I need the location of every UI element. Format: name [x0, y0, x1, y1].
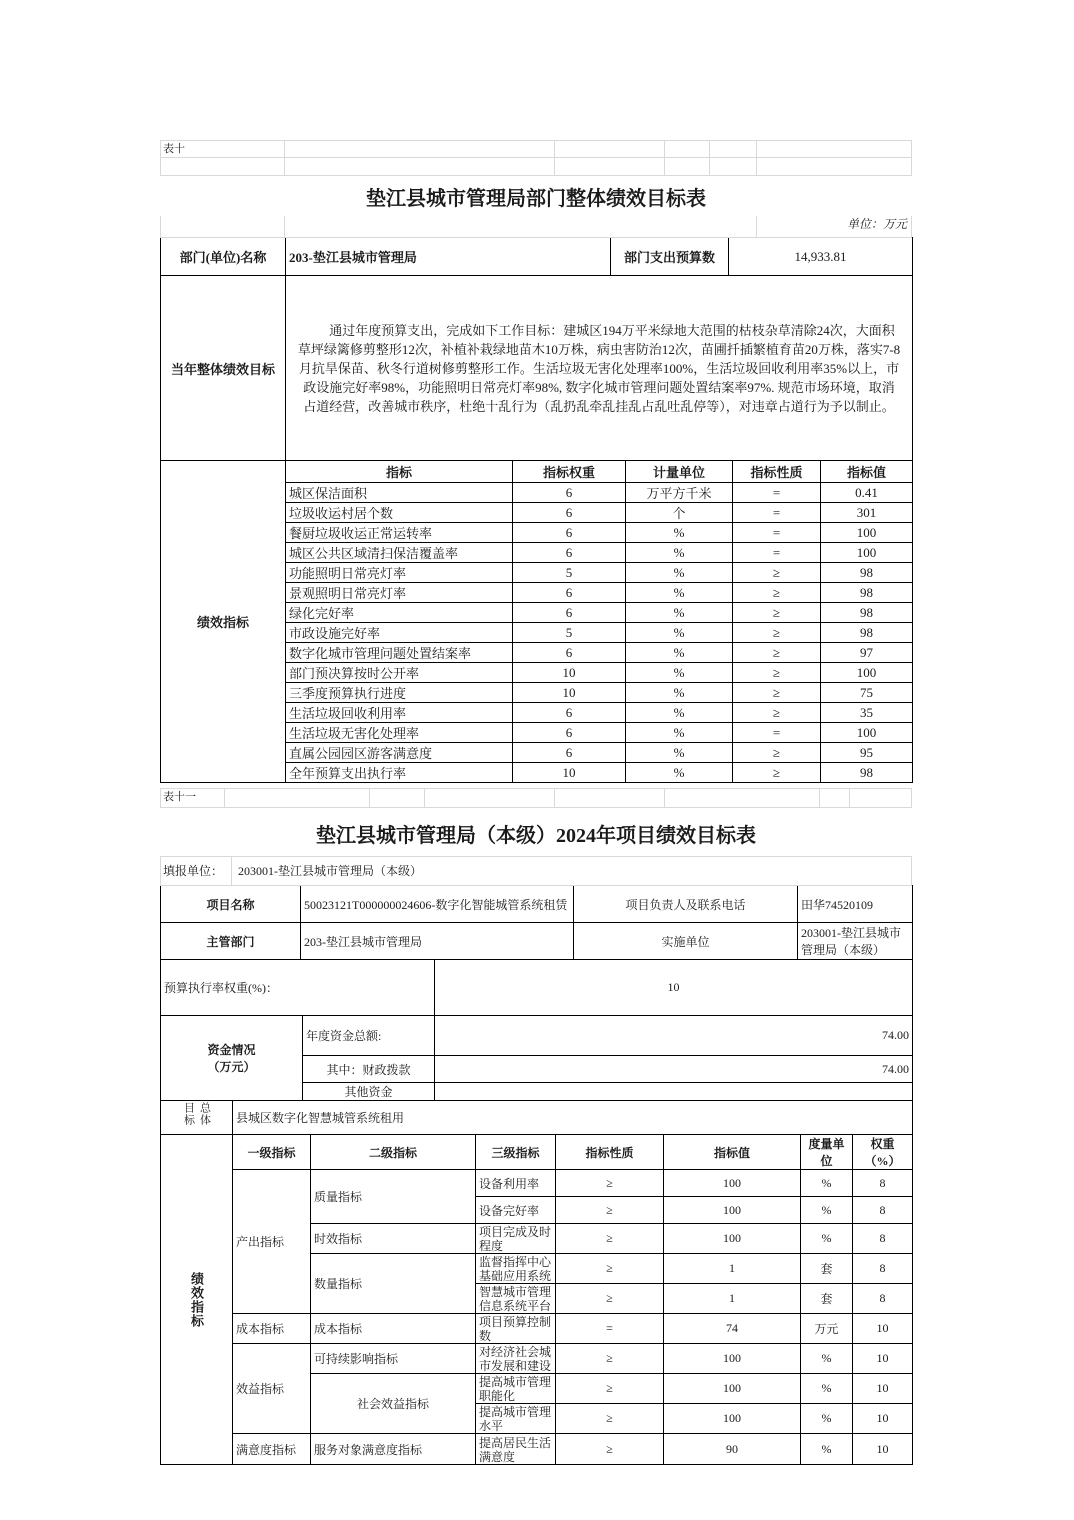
indicator-value: 98 — [821, 563, 913, 583]
indicator-unit: % — [626, 583, 733, 603]
indicator-name: 直属公园园区游客满意度 — [286, 743, 513, 763]
indicator-unit: 套 — [801, 1254, 853, 1284]
indicator-nature: = — [733, 723, 821, 743]
implementing-unit-value: 203001-垫江县城市管理局（本级） — [798, 923, 913, 960]
col-header-indicator: 指标 — [286, 461, 513, 483]
col-header-value: 指标值 — [821, 461, 913, 483]
indicator-nature: ≥ — [556, 1344, 664, 1374]
table-row — [161, 1016, 913, 1056]
indicator-value: 301 — [821, 503, 913, 523]
grid-cell — [757, 158, 912, 176]
indicator-value: 97 — [821, 643, 913, 663]
level2-indicator: 成本指标 — [311, 1314, 476, 1344]
indicator-name: 城区保洁面积 — [286, 483, 513, 503]
indicator-unit: 套 — [801, 1284, 853, 1314]
level1-indicator: 效益指标 — [233, 1344, 311, 1434]
indicator-nature: = — [733, 523, 821, 543]
grid-cell — [160, 216, 285, 238]
indicator-nature: = — [733, 503, 821, 523]
budget-total-value: 14,933.81 — [729, 238, 913, 276]
grid-cell — [665, 788, 820, 808]
indicator-weight: 8 — [853, 1254, 913, 1284]
indicator-nature: ≥ — [556, 1374, 664, 1404]
indicator-name: 绿化完好率 — [286, 603, 513, 623]
indicator-weight: 10 — [513, 683, 626, 703]
indicator-unit: % — [626, 723, 733, 743]
indicator-nature: ≥ — [733, 563, 821, 583]
indicator-name: 城区公共区域清扫保洁覆盖率 — [286, 543, 513, 563]
grid-cell — [370, 788, 425, 808]
level2-indicator: 质量指标 — [311, 1170, 476, 1224]
project-performance-table — [160, 788, 912, 1465]
funds-table — [160, 1015, 913, 1101]
funds-total-label: 年度资金总额: — [303, 1016, 435, 1056]
level2-indicator: 可持续影响指标 — [311, 1344, 476, 1374]
indicator-value: 95 — [821, 743, 913, 763]
annual-goal-label: 当年整体绩效目标 — [161, 276, 286, 461]
funds-other-value — [435, 1083, 913, 1101]
indicator-unit: % — [626, 643, 733, 663]
indicator-nature: ≥ — [556, 1284, 664, 1314]
unit-note: 单位：万元 — [757, 216, 912, 238]
col-header-value: 指标值 — [664, 1135, 801, 1170]
annual-goal-table — [160, 275, 913, 461]
indicator-value: 100 — [664, 1170, 801, 1197]
spreadsheet-grid-row — [160, 788, 912, 808]
indicator-unit: % — [626, 523, 733, 543]
table-ten-tag: 表十 — [160, 140, 285, 158]
indicator-unit: % — [626, 623, 733, 643]
indicator-weight: 6 — [513, 723, 626, 743]
level2-indicator: 时效指标 — [311, 1224, 476, 1254]
table-row — [161, 886, 913, 923]
col-header-nature: 指标性质 — [556, 1135, 664, 1170]
indicator-nature: ≥ — [733, 663, 821, 683]
indicator-nature: ≥ — [556, 1434, 664, 1465]
indicator-weight: 6 — [513, 543, 626, 563]
level3-indicator: 设备利用率 — [476, 1170, 556, 1197]
indicator-nature: ≥ — [733, 743, 821, 763]
col-header-level2: 二级指标 — [311, 1135, 476, 1170]
unit-note-row — [160, 216, 912, 238]
indicator-value: 100 — [821, 723, 913, 743]
indicator-value: 100 — [664, 1224, 801, 1254]
level3-indicator: 提高城市管理职能化 — [476, 1374, 556, 1404]
indicator-nature: ≥ — [556, 1197, 664, 1224]
grid-cell — [665, 158, 710, 176]
indicator-value: 100 — [821, 523, 913, 543]
table-row — [161, 923, 913, 960]
level3-indicator: 项目预算控制数 — [476, 1314, 556, 1344]
indicator-weight: 10 — [853, 1374, 913, 1404]
project-manager-label: 项目负责人及联系电话 — [574, 886, 798, 923]
indicator-weight: 10 — [513, 763, 626, 783]
kpi-section-label-cell — [161, 1135, 233, 1465]
funds-section-label — [161, 1016, 303, 1101]
grid-cell — [555, 140, 665, 158]
kpi-header-row — [161, 461, 913, 483]
funds-fiscal-value: 74.00 — [435, 1056, 913, 1083]
indicator-unit: % — [801, 1197, 853, 1224]
indicator-unit: % — [626, 663, 733, 683]
level3-indicator: 设备完好率 — [476, 1197, 556, 1224]
indicator-value: 1 — [664, 1254, 801, 1284]
dept-name-value: 203-垫江县城市管理局 — [286, 238, 611, 276]
indicator-unit: 个 — [626, 503, 733, 523]
indicator-weight: 6 — [513, 603, 626, 623]
overall-performance-table — [160, 140, 912, 783]
indicator-value: 74 — [664, 1314, 801, 1344]
indicator-weight: 5 — [513, 623, 626, 643]
indicator-weight: 6 — [513, 483, 626, 503]
indicator-nature: ≥ — [733, 703, 821, 723]
indicator-unit: % — [626, 743, 733, 763]
budget-weight-table — [160, 959, 913, 1016]
indicator-value: 100 — [664, 1374, 801, 1404]
indicator-nature: ≥ — [733, 623, 821, 643]
annual-goal-cell — [286, 276, 913, 461]
dept-name-label: 部门(单位)名称 — [161, 238, 286, 276]
indicator-name: 垃圾收运村居个数 — [286, 503, 513, 523]
indicator-nature: = — [733, 483, 821, 503]
indicator-unit: % — [801, 1404, 853, 1434]
implementing-unit-label: 实施单位 — [574, 923, 798, 960]
filler-unit-label: 填报单位： — [160, 856, 232, 886]
table-row — [161, 1170, 913, 1197]
overall-goal-label-cell — [161, 1101, 233, 1135]
indicator-nature: ≥ — [733, 603, 821, 623]
kpi-section-label: 绩效指标 — [189, 1271, 204, 1328]
indicator-unit: 万元 — [801, 1314, 853, 1344]
level1-indicator: 成本指标 — [233, 1314, 311, 1344]
overall-goal-value: 县城区数字化智慧城管系统租用 — [233, 1101, 913, 1135]
indicator-name: 部门预决算按时公开率 — [286, 663, 513, 683]
funds-other-label: 其他资金 — [303, 1083, 435, 1101]
level3-indicator: 项目完成及时程度 — [476, 1224, 556, 1254]
col-header-level1: 一级指标 — [233, 1135, 311, 1170]
indicator-nature: ≥ — [733, 683, 821, 703]
indicator-weight: 8 — [853, 1170, 913, 1197]
level3-indicator: 智慧城市管理信息系统平台 — [476, 1284, 556, 1314]
grid-cell — [160, 158, 285, 176]
indicator-value: 90 — [664, 1434, 801, 1465]
funds-fiscal-label: 其中：财政拨款 — [303, 1056, 435, 1083]
project-manager-value: 田华74520109 — [798, 886, 913, 923]
project-info-table — [160, 885, 913, 960]
table-one-title: 垫江县城市管理局部门整体绩效目标表 — [366, 188, 706, 210]
indicator-unit: % — [626, 563, 733, 583]
indicator-nature: ≥ — [733, 583, 821, 603]
indicator-value: 1 — [664, 1284, 801, 1314]
indicator-value: 100 — [664, 1344, 801, 1374]
indicator-name: 餐厨垃圾收运正常运转率 — [286, 523, 513, 543]
kpi-header-row — [161, 1135, 913, 1170]
grid-cell — [425, 788, 555, 808]
level1-indicator: 满意度指标 — [233, 1434, 311, 1465]
table-two-title: 垫江县城市管理局（本级）2024年项目绩效目标表 — [316, 825, 756, 847]
indicator-unit: % — [626, 763, 733, 783]
budget-total-label: 部门支出预算数 — [611, 238, 729, 276]
grid-cell — [820, 788, 850, 808]
grid-cell — [710, 140, 757, 158]
table-row — [161, 1314, 913, 1344]
indicator-weight: 6 — [513, 583, 626, 603]
table-row — [161, 960, 913, 1016]
indicator-nature: ≥ — [556, 1224, 664, 1254]
supervising-dept-value: 203-垫江县城市管理局 — [301, 923, 574, 960]
funds-label-line1: 资金情况 — [207, 1043, 256, 1057]
table-row — [161, 238, 913, 276]
indicator-weight: 6 — [513, 523, 626, 543]
indicator-value: 35 — [821, 703, 913, 723]
indicator-unit: % — [801, 1344, 853, 1374]
indicator-name: 景观照明日常亮灯率 — [286, 583, 513, 603]
indicator-name: 生活垃圾回收利用率 — [286, 703, 513, 723]
overall-goal-label: 总体目标 — [182, 1102, 211, 1126]
indicator-name: 市政设施完好率 — [286, 623, 513, 643]
indicator-unit: % — [801, 1224, 853, 1254]
budget-weight-label: 预算执行率权重(%)： — [161, 960, 435, 1016]
grid-cell — [225, 788, 370, 808]
indicator-value: 98 — [821, 583, 913, 603]
col-header-unit: 度量单位 — [801, 1135, 853, 1170]
project-name-label: 项目名称 — [161, 886, 301, 923]
indicator-name: 功能照明日常亮灯率 — [286, 563, 513, 583]
col-header-nature: 指标性质 — [733, 461, 821, 483]
indicator-weight: 10 — [853, 1314, 913, 1344]
indicator-value: 100 — [821, 543, 913, 563]
indicator-weight: 10 — [513, 663, 626, 683]
grid-cell — [710, 158, 757, 176]
indicator-value: 0.41 — [821, 483, 913, 503]
level3-indicator: 提高居民生活满意度 — [476, 1434, 556, 1465]
indicator-value: 100 — [821, 663, 913, 683]
indicator-unit: % — [626, 703, 733, 723]
col-header-weight: 权重（%） — [853, 1135, 913, 1170]
indicator-value: 98 — [821, 603, 913, 623]
project-kpi-table — [160, 1134, 913, 1465]
supervising-dept-label: 主管部门 — [161, 923, 301, 960]
indicator-nature: ≥ — [733, 763, 821, 783]
indicator-unit: % — [626, 683, 733, 703]
indicator-unit: % — [801, 1434, 853, 1465]
level3-indicator: 对经济社会城市发展和建设 — [476, 1344, 556, 1374]
indicator-weight: 6 — [513, 743, 626, 763]
indicator-nature: ≥ — [556, 1170, 664, 1197]
indicator-weight: 10 — [853, 1404, 913, 1434]
indicator-weight: 6 — [513, 503, 626, 523]
level3-indicator: 提高城市管理水平 — [476, 1404, 556, 1434]
table-row — [161, 1101, 913, 1135]
indicator-name: 数字化城市管理问题处置结案率 — [286, 643, 513, 663]
indicator-weight: 6 — [513, 643, 626, 663]
indicator-weight: 8 — [853, 1197, 913, 1224]
indicator-value: 100 — [664, 1197, 801, 1224]
level2-indicator: 数量指标 — [311, 1254, 476, 1314]
grid-cell — [285, 158, 555, 176]
grid-cell — [285, 216, 757, 238]
indicator-name: 三季度预算执行进度 — [286, 683, 513, 703]
indicator-value: 98 — [821, 763, 913, 783]
table-row — [161, 1344, 913, 1374]
level2-indicator: 服务对象满意度指标 — [311, 1434, 476, 1465]
indicator-weight: 10 — [853, 1434, 913, 1465]
indicator-value: 75 — [821, 683, 913, 703]
funds-label-line2: （万元） — [207, 1060, 256, 1074]
indicator-weight: 5 — [513, 563, 626, 583]
level3-indicator: 监督指挥中心基础应用系统 — [476, 1254, 556, 1284]
indicator-value: 100 — [664, 1404, 801, 1434]
overall-goal-table — [160, 1100, 913, 1135]
indicator-unit: % — [801, 1170, 853, 1197]
spreadsheet-grid-row — [160, 140, 912, 158]
indicator-unit: % — [626, 543, 733, 563]
indicator-nature: ≥ — [556, 1404, 664, 1434]
department-row-table — [160, 237, 913, 276]
indicator-weight: 10 — [853, 1344, 913, 1374]
indicator-unit: 万平方千米 — [626, 483, 733, 503]
indicator-name: 生活垃圾无害化处理率 — [286, 723, 513, 743]
grid-cell — [665, 140, 710, 158]
project-name-value: 50023121T000000024606-数字化智能城管系统租赁 — [301, 886, 574, 923]
table-eleven-tag: 表十一 — [160, 788, 225, 808]
indicator-nature: = — [733, 543, 821, 563]
budget-weight-value: 10 — [435, 960, 913, 1016]
grid-cell — [555, 158, 665, 176]
grid-cell — [850, 788, 912, 808]
indicator-unit: % — [626, 603, 733, 623]
indicator-weight: 8 — [853, 1224, 913, 1254]
funds-total-value: 74.00 — [435, 1016, 913, 1056]
indicator-nature: = — [556, 1314, 664, 1344]
filler-unit-value: 203001-垫江县城市管理局（本级） — [232, 856, 912, 886]
level2-indicator: 社会效益指标 — [311, 1374, 476, 1434]
spreadsheet-grid-row — [160, 158, 912, 176]
col-header-unit: 计量单位 — [626, 461, 733, 483]
grid-cell — [285, 140, 555, 158]
grid-cell — [757, 140, 912, 158]
indicator-nature: ≥ — [733, 643, 821, 663]
indicator-nature: ≥ — [556, 1254, 664, 1284]
indicator-weight: 6 — [513, 703, 626, 723]
level1-indicator: 产出指标 — [233, 1170, 311, 1314]
grid-cell — [555, 788, 665, 808]
indicator-unit: % — [801, 1374, 853, 1404]
annual-goal-text: 通过年度预算支出，完成如下工作目标：建城区194万平米绿地大范围的枯枝杂草清除24次，大面积草坪绿篱修剪整形12次，补植补栽绿地苗木10万株，病虫害防治12次，苗圃扦插繁植育苗20万株，落实7-8月抗旱保苗、秋冬行道树修剪整形工作。生活垃圾无害化处理率100%，生活垃圾回收利用率35%以上，市政设施完好率98%，功能照明日常亮灯率98%, 数字化城市管理问题处置结案率97%. 规范市场环境，取消占道经营，改善城市秩序，杜绝十乱行为（乱扔乱牵乱挂乱占乱吐乱停等），对违章占道行为予以制止。 — [297, 322, 901, 414]
table-row — [161, 276, 913, 461]
indicator-weight: 8 — [853, 1284, 913, 1314]
table-row — [161, 1434, 913, 1465]
filler-unit-row — [160, 856, 912, 886]
kpi-table — [160, 460, 913, 783]
col-header-level3: 三级指标 — [476, 1135, 556, 1170]
indicator-name: 全年预算支出执行率 — [286, 763, 513, 783]
indicator-value: 98 — [821, 623, 913, 643]
col-header-weight: 指标权重 — [513, 461, 626, 483]
kpi-section-label: 绩效指标 — [161, 461, 286, 783]
